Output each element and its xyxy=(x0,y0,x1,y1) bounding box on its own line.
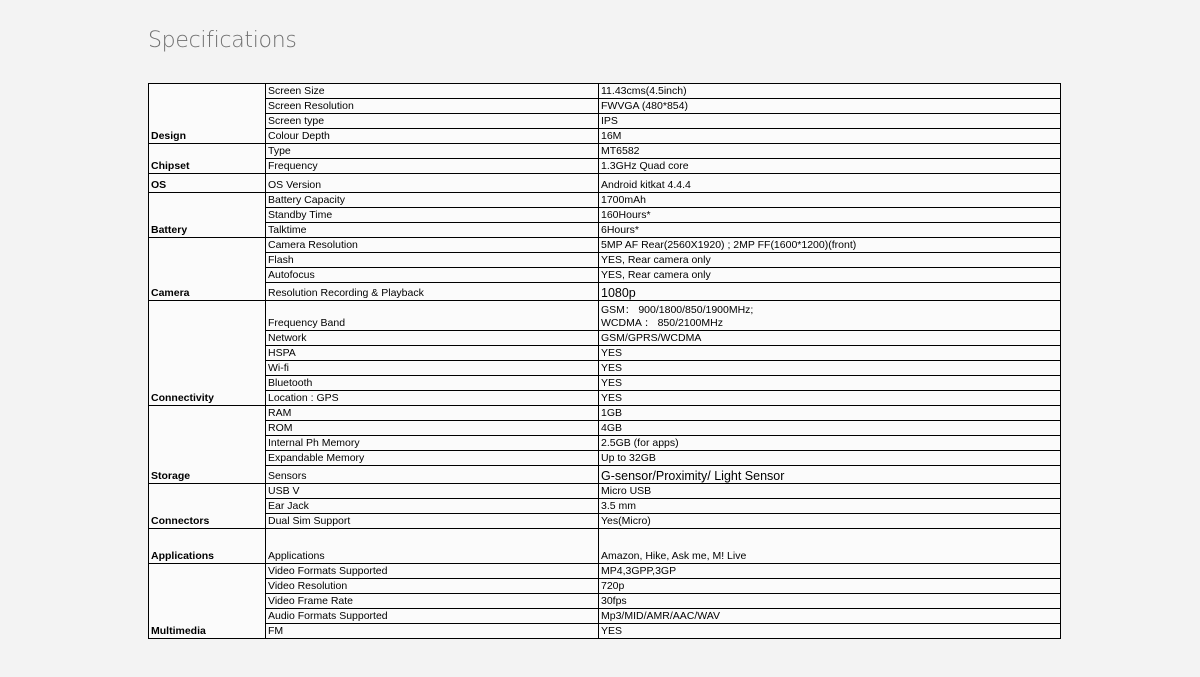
value-cell: 1GB xyxy=(599,406,1061,421)
value-cell: Amazon, Hike, Ask me, M! Live xyxy=(599,529,1061,564)
feature-cell: Colour Depth xyxy=(266,129,599,144)
value-cell: 11.43cms(4.5inch) xyxy=(599,84,1061,99)
value-cell: FWVGA (480*854) xyxy=(599,99,1061,114)
feature-cell: HSPA xyxy=(266,346,599,361)
feature-cell: Battery Capacity xyxy=(266,193,599,208)
value-cell: 160Hours* xyxy=(599,208,1061,223)
table-row xyxy=(149,84,1061,99)
feature-cell: RAM xyxy=(266,406,599,421)
table-row xyxy=(149,331,1061,346)
value-cell: MP4,3GPP,3GP xyxy=(599,564,1061,579)
feature-cell: Screen type xyxy=(266,114,599,129)
category-chipset: Chipset xyxy=(149,144,266,174)
feature-cell: Sensors xyxy=(266,466,599,484)
table-row xyxy=(149,301,1061,331)
feature-cell: Video Frame Rate xyxy=(266,594,599,609)
table-row xyxy=(149,406,1061,421)
feature-cell: OS Version xyxy=(266,174,599,193)
table-row xyxy=(149,268,1061,283)
value-cell: 2.5GB (for apps) xyxy=(599,436,1061,451)
feature-cell: Dual Sim Support xyxy=(266,514,599,529)
table-row xyxy=(149,376,1061,391)
category-applications: Applications xyxy=(149,529,266,564)
value-cell: 1080p xyxy=(599,283,1061,301)
table-row xyxy=(149,159,1061,174)
value-cell: YES xyxy=(599,346,1061,361)
value-cell: Up to 32GB xyxy=(599,451,1061,466)
table-row xyxy=(149,499,1061,514)
category-connectors: Connectors xyxy=(149,484,266,529)
value-cell: 720p xyxy=(599,579,1061,594)
category-os: OS xyxy=(149,174,266,193)
value-cell: Yes(Micro) xyxy=(599,514,1061,529)
feature-cell: FM xyxy=(266,624,599,639)
table-row xyxy=(149,421,1061,436)
feature-cell: Video Formats Supported xyxy=(266,564,599,579)
feature-cell: Internal Ph Memory xyxy=(266,436,599,451)
feature-cell: Bluetooth xyxy=(266,376,599,391)
feature-cell: Resolution Recording & Playback xyxy=(266,283,599,301)
feature-cell: Applications xyxy=(266,529,599,564)
feature-cell: Autofocus xyxy=(266,268,599,283)
value-cell: 4GB xyxy=(599,421,1061,436)
category-design: Design xyxy=(149,84,266,144)
feature-cell: USB V xyxy=(266,484,599,499)
value-cell: Mp3/MID/AMR/AAC/WAV xyxy=(599,609,1061,624)
value-cell: 30fps xyxy=(599,594,1061,609)
table-row xyxy=(149,346,1061,361)
category-camera: Camera xyxy=(149,238,266,301)
value-cell: 16M xyxy=(599,129,1061,144)
value-cell: YES xyxy=(599,624,1061,639)
value-cell: YES, Rear camera only xyxy=(599,268,1061,283)
value-cell: Android kitkat 4.4.4 xyxy=(599,174,1061,193)
table-row xyxy=(149,144,1061,159)
category-storage: Storage xyxy=(149,406,266,484)
table-row xyxy=(149,208,1061,223)
table-row xyxy=(149,564,1061,579)
feature-cell: ROM xyxy=(266,421,599,436)
value-cell: 6Hours* xyxy=(599,223,1061,238)
value-cell: MT6582 xyxy=(599,144,1061,159)
value-cell: YES xyxy=(599,361,1061,376)
feature-cell: Expandable Memory xyxy=(266,451,599,466)
page-title: Specifications xyxy=(148,28,297,53)
table-row xyxy=(149,361,1061,376)
category-battery: Battery xyxy=(149,193,266,238)
feature-cell: Talktime xyxy=(266,223,599,238)
feature-cell: Standby Time xyxy=(266,208,599,223)
table-row xyxy=(149,594,1061,609)
table-row xyxy=(149,484,1061,499)
table-row xyxy=(149,283,1061,301)
feature-cell: Video Resolution xyxy=(266,579,599,594)
table-row xyxy=(149,129,1061,144)
table-row xyxy=(149,253,1061,268)
value-line: WCDMA ： 850/2100MHz xyxy=(601,317,723,329)
table-row xyxy=(149,99,1061,114)
table-row xyxy=(149,529,1061,564)
value-line: GSM： 900/1800/850/1900MHz; xyxy=(601,304,754,316)
table-row xyxy=(149,391,1061,406)
value-cell: 1700mAh xyxy=(599,193,1061,208)
table-row xyxy=(149,609,1061,624)
table-row xyxy=(149,114,1061,129)
value-cell: G-sensor/Proximity/ Light Sensor xyxy=(599,466,1061,484)
value-cell: YES xyxy=(599,391,1061,406)
feature-cell: Screen Size xyxy=(266,84,599,99)
feature-cell: Wi-fi xyxy=(266,361,599,376)
value-cell: 3.5 mm xyxy=(599,499,1061,514)
table-row xyxy=(149,223,1061,238)
feature-cell: Location : GPS xyxy=(266,391,599,406)
table-row xyxy=(149,451,1061,466)
category-multimedia: Multimedia xyxy=(149,564,266,639)
feature-cell: Type xyxy=(266,144,599,159)
feature-cell: Frequency xyxy=(266,159,599,174)
value-cell: IPS xyxy=(599,114,1061,129)
value-cell: 5MP AF Rear(2560X1920) ; 2MP FF(1600*1200)(front) xyxy=(599,238,1061,253)
specifications-table xyxy=(148,83,1061,639)
table-row xyxy=(149,624,1061,639)
feature-cell: Network xyxy=(266,331,599,346)
value-cell xyxy=(599,301,1061,331)
value-cell: Micro USB xyxy=(599,484,1061,499)
value-cell: YES, Rear camera only xyxy=(599,253,1061,268)
table-row xyxy=(149,579,1061,594)
feature-cell: Ear Jack xyxy=(266,499,599,514)
feature-cell: Frequency Band xyxy=(266,301,599,331)
table-row xyxy=(149,193,1061,208)
feature-cell: Flash xyxy=(266,253,599,268)
value-cell: YES xyxy=(599,376,1061,391)
table-row xyxy=(149,436,1061,451)
table-row xyxy=(149,174,1061,193)
value-cell: 1.3GHz Quad core xyxy=(599,159,1061,174)
table-row xyxy=(149,514,1061,529)
feature-cell: Audio Formats Supported xyxy=(266,609,599,624)
feature-cell: Screen Resolution xyxy=(266,99,599,114)
feature-cell: Camera Resolution xyxy=(266,238,599,253)
category-connectivity: Connectivity xyxy=(149,301,266,406)
value-cell: GSM/GPRS/WCDMA xyxy=(599,331,1061,346)
table-row xyxy=(149,238,1061,253)
table-row xyxy=(149,466,1061,484)
